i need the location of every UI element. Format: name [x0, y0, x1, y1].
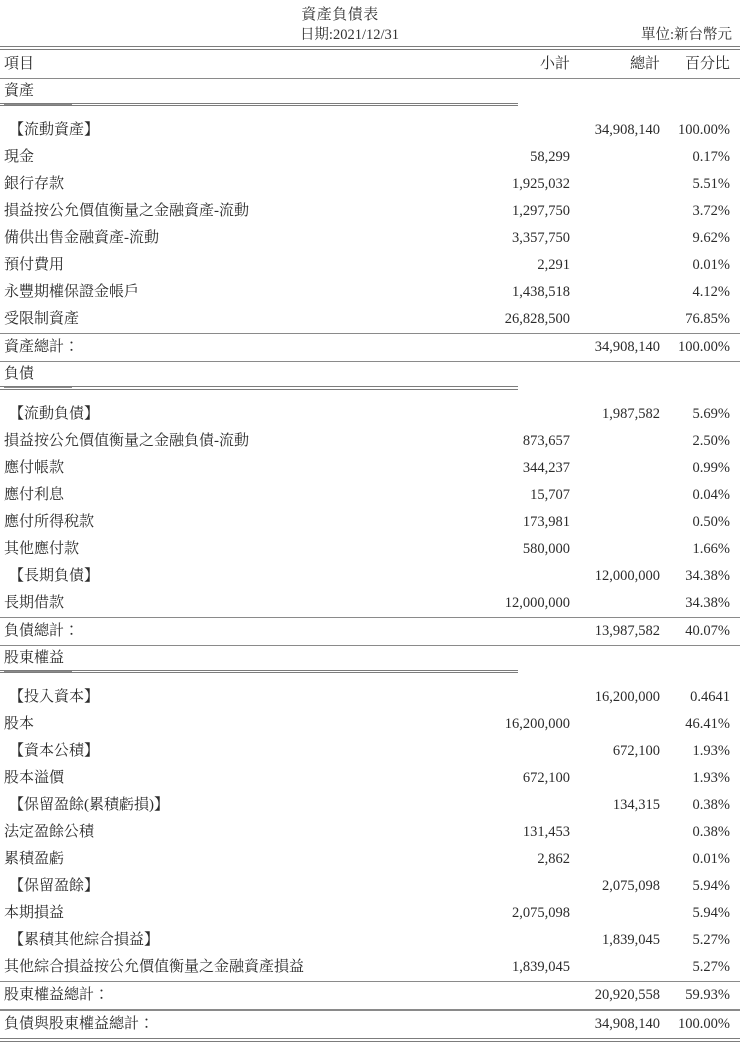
section-total-total: 34,908,140: [594, 339, 660, 356]
row-total-value: 1,839,045: [602, 932, 660, 949]
section-heading-0: [0, 79, 740, 103]
section-total-row: [0, 618, 740, 645]
table-row: [0, 252, 740, 279]
row-label: 受限制資產: [4, 311, 80, 328]
column-header-total: 總計: [629, 55, 660, 72]
row-label: 現金: [4, 149, 35, 166]
row-subtotal: 1,839,045: [512, 959, 570, 976]
table-row: [0, 765, 740, 792]
row-subtotal: 1,297,750: [512, 203, 570, 220]
table-row: [0, 846, 740, 873]
row-percent: 34.38%: [685, 567, 730, 584]
section-total-label: 資產總計：: [4, 339, 80, 356]
row-subtotal: 580,000: [522, 540, 570, 557]
table-row: [0, 900, 740, 927]
report-date: 日期:2021/12/31: [299, 27, 400, 43]
table-row: [0, 171, 740, 198]
table-row: [0, 509, 740, 536]
grand-total-percent: 100.00%: [678, 1016, 730, 1033]
table-row: [0, 482, 740, 509]
table-row: [0, 536, 740, 563]
row-total-value: 34,908,140: [594, 122, 660, 139]
section-heading-label: 負債: [4, 362, 72, 388]
row-percent: 5.69%: [692, 405, 730, 422]
document-title: 資產負債表: [301, 7, 379, 23]
table-row: [0, 819, 740, 846]
section-total-label: 負債總計：: [4, 622, 80, 639]
row-percent: 4.12%: [692, 284, 730, 301]
row-percent: 9.62%: [692, 230, 730, 247]
table-row: [0, 711, 740, 738]
row-percent: 1.66%: [692, 540, 730, 557]
row-label: 【長期負債】: [9, 567, 100, 584]
row-label: 【流動負債】: [9, 405, 100, 422]
grand-total-bottom-rule: [0, 1038, 740, 1042]
table-row: [0, 455, 740, 482]
row-subtotal: 131,453: [522, 824, 570, 841]
row-subtotal: 1,925,032: [512, 176, 570, 193]
row-percent: 0.38%: [692, 797, 730, 814]
row-subtotal: 1,438,518: [512, 284, 570, 301]
row-percent: 3.72%: [692, 203, 730, 220]
row-percent: 5.94%: [692, 878, 730, 895]
row-percent: 1.93%: [692, 770, 730, 787]
row-percent: 0.99%: [692, 459, 730, 476]
row-label: 【投入資本】: [9, 689, 100, 706]
row-subtotal: 26,828,500: [504, 311, 570, 328]
row-label: 【資本公積】: [9, 743, 100, 760]
row-label: 法定盈餘公積: [4, 824, 95, 841]
section-spacer-2: [0, 673, 740, 684]
row-percent: 1.93%: [692, 743, 730, 760]
section-heading-label: 股東權益: [4, 646, 72, 672]
row-total-value: 2,075,098: [602, 878, 660, 895]
row-subtotal: 2,862: [537, 851, 570, 868]
row-label: 股本: [4, 716, 35, 733]
section-total-percent: 100.00%: [678, 339, 730, 356]
row-label: 累積盈虧: [4, 851, 65, 868]
row-total-value: 1,987,582: [602, 405, 660, 422]
row-label: 【保留盈餘(累積虧損)】: [9, 797, 169, 814]
row-percent: 5.94%: [692, 905, 730, 922]
row-total-value: 16,200,000: [594, 689, 660, 706]
row-percent: 0.50%: [692, 513, 730, 530]
row-total-value: 12,000,000: [594, 567, 660, 584]
row-percent: 0.01%: [692, 851, 730, 868]
row-subtotal: 173,981: [522, 513, 570, 530]
currency-unit: 單位:新台幣元: [640, 27, 732, 43]
row-percent: 5.51%: [692, 176, 730, 193]
row-percent: 5.27%: [692, 932, 730, 949]
table-row: [0, 954, 740, 981]
section-total-total: 13,987,582: [594, 622, 660, 639]
grand-total-total: 34,908,140: [594, 1016, 660, 1033]
table-row: [0, 306, 740, 333]
row-percent: 0.4641: [690, 689, 730, 706]
row-label: 其他應付款: [4, 540, 80, 557]
row-label: 應付利息: [4, 486, 65, 503]
row-subtotal: 2,075,098: [512, 905, 570, 922]
row-percent: 2.50%: [692, 432, 730, 449]
row-label: 本期損益: [4, 905, 65, 922]
row-label: 預付費用: [4, 257, 65, 274]
row-label: 【保留盈餘】: [9, 878, 100, 895]
section-total-percent: 40.07%: [685, 622, 730, 639]
table-row: [0, 590, 740, 617]
row-label: 損益按公允價值衡量之金融負債-流動: [4, 432, 249, 449]
section-total-row: [0, 982, 740, 1009]
section-heading-label: 資產: [4, 79, 72, 105]
row-label: 股本溢價: [4, 770, 65, 787]
section-spacer-1: [0, 390, 740, 401]
group-row: [0, 563, 740, 590]
table-row: [0, 428, 740, 455]
row-percent: 46.41%: [685, 716, 730, 733]
table-row: [0, 225, 740, 252]
row-percent: 100.00%: [678, 122, 730, 139]
row-percent: 0.38%: [692, 824, 730, 841]
row-subtotal: 15,707: [530, 486, 570, 503]
row-label: 應付帳款: [4, 459, 65, 476]
section-total-percent: 59.93%: [685, 987, 730, 1004]
row-subtotal: 344,237: [522, 459, 570, 476]
column-header-item: 項目: [4, 55, 35, 72]
group-row: [0, 738, 740, 765]
row-subtotal: 58,299: [530, 149, 570, 166]
section-spacer-0: [0, 106, 740, 117]
row-percent: 0.04%: [692, 486, 730, 503]
document-subtitle-row: [0, 25, 740, 46]
grand-total-row: [0, 1011, 740, 1038]
row-subtotal: 672,100: [522, 770, 570, 787]
document-header: [0, 0, 740, 46]
row-subtotal: 873,657: [522, 432, 570, 449]
group-row: [0, 792, 740, 819]
row-label: 永豐期權保證金帳戶: [4, 284, 140, 301]
row-percent: 76.85%: [685, 311, 730, 328]
group-row: [0, 117, 740, 144]
group-row: [0, 873, 740, 900]
section-total-row: [0, 334, 740, 361]
row-percent: 5.27%: [692, 959, 730, 976]
row-label: 長期借款: [4, 594, 65, 611]
row-subtotal: 16,200,000: [504, 716, 570, 733]
row-percent: 0.17%: [692, 149, 730, 166]
row-subtotal: 3,357,750: [512, 230, 570, 247]
row-percent: 0.01%: [692, 257, 730, 274]
column-header-percent: 百分比: [684, 55, 730, 72]
row-total-value: 134,315: [612, 797, 660, 814]
row-label: 損益按公允價值衡量之金融資產-流動: [4, 203, 249, 220]
section-heading-2: [0, 646, 740, 670]
column-header-subtotal: 小計: [539, 55, 570, 72]
row-label: 【累積其他綜合損益】: [9, 932, 160, 949]
column-header-row: [0, 50, 740, 78]
table-row: [0, 279, 740, 306]
table-row: [0, 198, 740, 225]
row-label: 備供出售金融資產-流動: [4, 230, 159, 247]
group-row: [0, 927, 740, 954]
row-label: 應付所得稅款: [4, 513, 95, 530]
group-row: [0, 401, 740, 428]
row-total-value: 672,100: [612, 743, 660, 760]
row-label: 銀行存款: [4, 176, 65, 193]
section-total-total: 20,920,558: [594, 987, 660, 1004]
group-row: [0, 684, 740, 711]
row-percent: 34.38%: [685, 594, 730, 611]
row-subtotal: 2,291: [537, 257, 570, 274]
sections-container: [0, 79, 740, 1011]
row-label: 【流動資產】: [9, 122, 100, 139]
row-subtotal: 12,000,000: [504, 594, 570, 611]
grand-total-label: 負債與股東權益總計：: [4, 1016, 155, 1033]
section-total-label: 股東權益總計：: [4, 987, 110, 1004]
row-label: 其他綜合損益按公允價值衡量之金融資產損益: [4, 959, 305, 976]
section-heading-1: [0, 362, 740, 386]
table-row: [0, 144, 740, 171]
